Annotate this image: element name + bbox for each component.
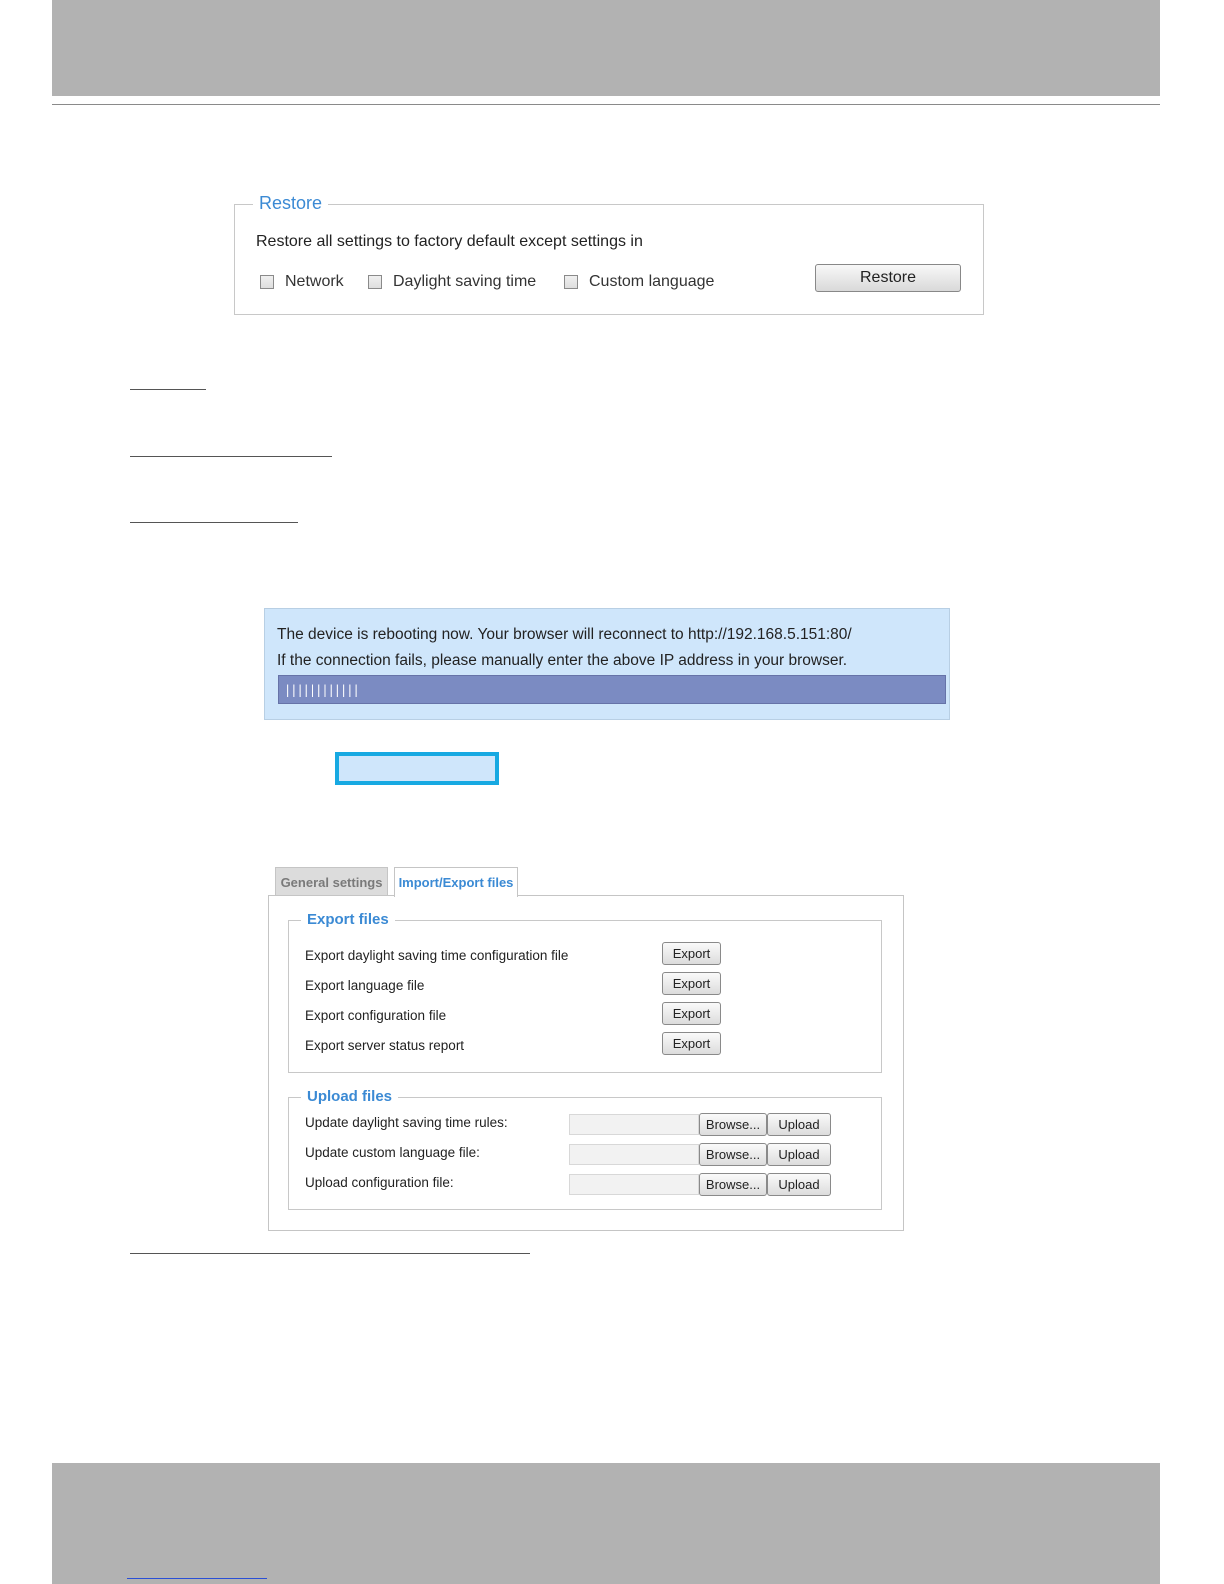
underline-rule-1 (130, 389, 206, 390)
update-language-file-field[interactable] (569, 1144, 699, 1165)
footnote-rule (130, 1253, 530, 1254)
export-status-button[interactable]: Export (662, 1032, 721, 1055)
network-label: Network (285, 273, 344, 290)
restore-button[interactable]: Restore (815, 264, 961, 292)
restore-description: Restore all settings to factory default except settings in (256, 233, 643, 250)
underline-rule-2 (130, 456, 332, 457)
reboot-progress-bar (278, 675, 946, 704)
export-files-legend: Export files (301, 911, 395, 928)
export-config-label: Export configuration file (305, 1008, 447, 1023)
export-status-label: Export server status report (305, 1038, 465, 1053)
network-option[interactable] (260, 273, 344, 291)
daylight-saving-checkbox[interactable] (368, 275, 382, 289)
page-footer-band (52, 1463, 1160, 1584)
upload-config-file-field[interactable] (569, 1174, 699, 1195)
export-language-button[interactable]: Export (662, 972, 721, 995)
update-dst-upload-button[interactable]: Upload (767, 1113, 831, 1136)
highlight-callout-box (335, 752, 499, 785)
reboot-message-line1: The device is rebooting now. Your browser will reconnect to http://192.168.5.151:80/ (277, 626, 852, 643)
page-header-band (52, 0, 1160, 96)
reboot-message-line2: If the connection fails, please manually enter the above IP address in your browser. (277, 652, 848, 669)
daylight-saving-option[interactable] (368, 273, 536, 291)
upload-config-label: Upload configuration file: (305, 1175, 454, 1190)
upload-files-legend: Upload files (301, 1088, 398, 1105)
update-dst-browse-button[interactable]: Browse... (699, 1113, 767, 1136)
export-files-group (288, 911, 882, 1073)
import-export-panel (268, 895, 904, 1231)
update-dst-label: Update daylight saving time rules: (305, 1115, 508, 1130)
update-language-upload-button[interactable]: Upload (767, 1143, 831, 1166)
update-language-label: Update custom language file: (305, 1145, 480, 1160)
export-dst-label: Export daylight saving time configuration file (305, 948, 569, 963)
upload-config-browse-button[interactable]: Browse... (699, 1173, 767, 1196)
restore-panel (234, 193, 984, 315)
custom-language-option[interactable] (564, 273, 714, 291)
export-language-label: Export language file (305, 978, 425, 993)
footer-link-underline[interactable] (127, 1578, 267, 1579)
restore-legend: Restore (253, 193, 328, 214)
export-config-button[interactable]: Export (662, 1002, 721, 1025)
export-dst-button[interactable]: Export (662, 942, 721, 965)
header-divider (52, 104, 1160, 105)
update-language-browse-button[interactable]: Browse... (699, 1143, 767, 1166)
daylight-saving-label: Daylight saving time (393, 273, 537, 290)
underline-rule-3 (130, 522, 298, 523)
update-dst-file-field[interactable] (569, 1114, 699, 1135)
network-checkbox[interactable] (260, 275, 274, 289)
upload-files-group (288, 1088, 882, 1210)
upload-config-upload-button[interactable]: Upload (767, 1173, 831, 1196)
custom-language-checkbox[interactable] (564, 275, 578, 289)
reboot-message-box (264, 608, 950, 720)
progress-ticks: |||||||||||| (284, 683, 359, 697)
tab-general-settings[interactable]: General settings (275, 867, 388, 896)
custom-language-label: Custom language (589, 273, 715, 290)
tab-import-export-files[interactable]: Import/Export files (394, 867, 518, 897)
